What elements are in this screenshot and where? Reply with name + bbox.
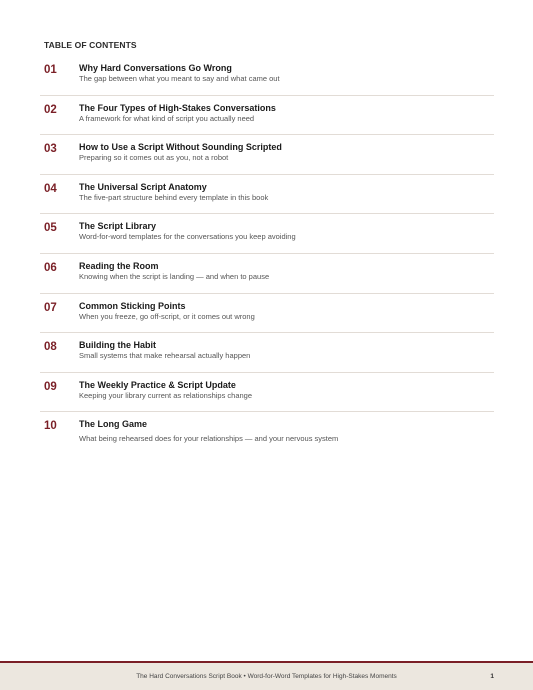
toc-entry-01[interactable] xyxy=(40,56,494,96)
toc-entry-04[interactable] xyxy=(40,175,494,215)
chapter-text xyxy=(79,221,494,242)
chapter-text xyxy=(79,103,494,124)
chapter-title: Why Hard Conversations Go Wrong xyxy=(79,63,232,73)
footer-book-title: The Hard Conversations Script Book • Word-for-Word Templates for High-Stakes Moments xyxy=(136,673,397,680)
chapter-number: 10 xyxy=(44,420,57,433)
chapter-subtitle: What being rehearsed does for your relationships — and your nervous system xyxy=(79,434,339,444)
page-number: 1 xyxy=(490,673,494,680)
page-footer xyxy=(0,661,533,690)
chapter-title: The Weekly Practice & Script Update xyxy=(79,379,236,390)
chapter-number: 01 xyxy=(44,64,57,76)
toc-list xyxy=(40,56,494,458)
chapter-text xyxy=(79,142,494,163)
toc-heading: TABLE OF CONTENTS xyxy=(44,40,137,50)
chapter-number: 05 xyxy=(44,222,57,235)
chapter-subtitle: Preparing so it comes out as you, not a robot xyxy=(79,153,229,163)
chapter-text xyxy=(79,380,494,401)
chapter-title: The Long Game xyxy=(79,419,148,430)
chapter-title: How to Use a Script Without Sounding Scripted xyxy=(79,142,282,153)
chapter-number: 02 xyxy=(44,103,57,116)
chapter-number: 07 xyxy=(44,301,57,314)
chapter-title: The Four Types of High-Stakes Conversations xyxy=(79,102,276,113)
chapter-subtitle: Word-for-word templates for the conversations you keep avoiding xyxy=(79,232,296,242)
chapter-text xyxy=(79,63,494,84)
chapter-title: Reading the Room xyxy=(79,260,159,271)
chapter-text xyxy=(79,182,494,203)
chapter-text xyxy=(79,419,494,444)
chapter-title: Common Sticking Points xyxy=(79,300,186,311)
toc-entry-07[interactable] xyxy=(40,294,494,334)
chapter-subtitle: A framework for what kind of script you actually need xyxy=(79,113,255,123)
chapter-number: 06 xyxy=(44,261,57,274)
chapter-number: 09 xyxy=(44,380,57,393)
toc-entry-08[interactable] xyxy=(40,333,494,373)
chapter-title: Building the Habit xyxy=(79,340,156,351)
chapter-text xyxy=(79,301,494,322)
chapter-subtitle: Knowing when the script is landing — and when to pause xyxy=(79,271,270,281)
toc-entry-03[interactable] xyxy=(40,135,494,175)
toc-entry-05[interactable] xyxy=(40,214,494,254)
chapter-subtitle: Small systems that make rehearsal actually happen xyxy=(79,351,251,361)
chapter-subtitle: The five-part structure behind every template in this book xyxy=(79,192,269,202)
chapter-text xyxy=(79,340,494,361)
toc-entry-09[interactable] xyxy=(40,373,494,413)
toc-entry-02[interactable] xyxy=(40,96,494,136)
chapter-title: The Universal Script Anatomy xyxy=(79,181,207,192)
chapter-number: 04 xyxy=(44,182,57,195)
chapter-subtitle: Keeping your library current as relationships change xyxy=(79,390,253,400)
chapter-subtitle: The gap between what you meant to say and what came out xyxy=(79,74,280,83)
chapter-number: 08 xyxy=(44,341,57,354)
chapter-title: The Script Library xyxy=(79,221,157,232)
chapter-text xyxy=(79,261,494,282)
toc-entry-06[interactable] xyxy=(40,254,494,294)
toc-entry-10[interactable] xyxy=(40,412,494,458)
chapter-number: 03 xyxy=(44,143,57,156)
chapter-subtitle: When you freeze, go off-script, or it comes out wrong xyxy=(79,311,255,321)
